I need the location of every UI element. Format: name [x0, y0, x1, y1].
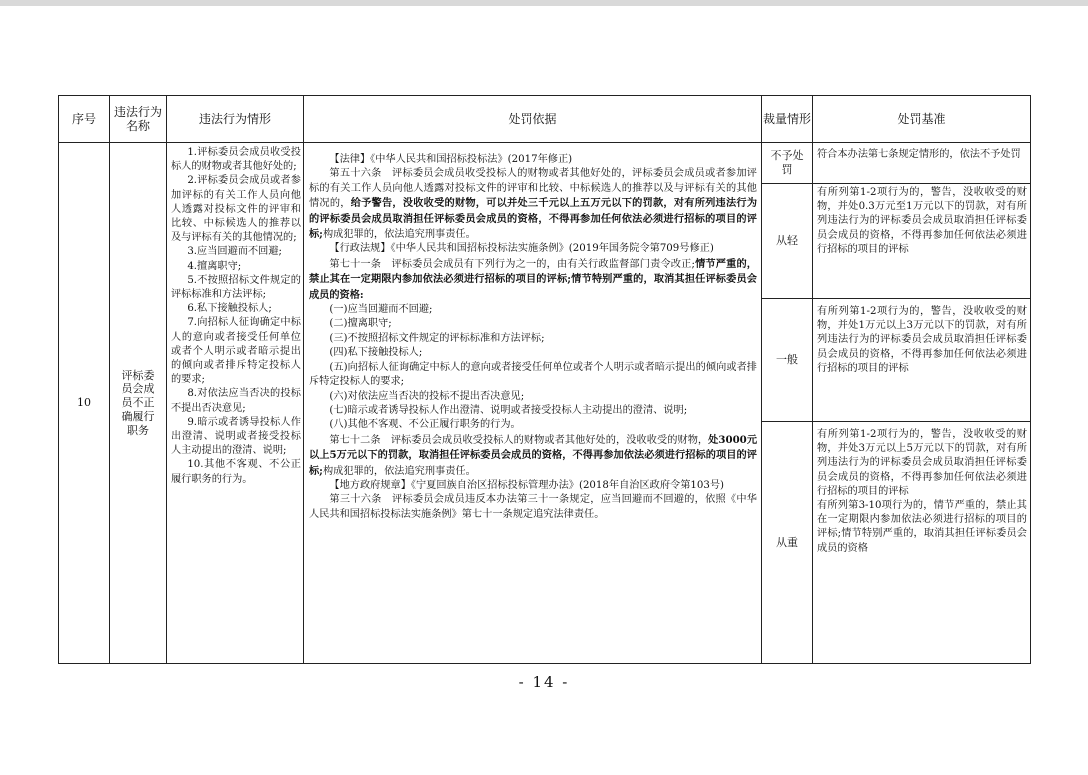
standard-exempt [813, 143, 1031, 184]
level-normal: 一般 [762, 299, 813, 422]
row-name: 评标委员会成员不正确履行职务 [110, 143, 167, 664]
header-seq: 序号 [59, 96, 110, 143]
article-71-text: 第七十一条 评标委员会成员有下列行为之一的，由有关行政监督部门责令改正; [329, 258, 695, 270]
table-row [59, 143, 1031, 184]
regulation-title: 【行政法规】《中华人民共和国招标投标法实施条例》(2019年国务院令第709号修正) [329, 243, 714, 255]
header-name: 违法行为名称 [110, 96, 167, 143]
standard-normal-text: 有所列第1-2项行为的，警告，没收收受的财物，并处1万元以上3万元以下的罚款，对有所列违法行为的评标委员会成员取消担任评标委员会成员的资格，不得再参加任何依法必须进行招标的项目的评标 [817, 306, 1027, 374]
article-71-item: (一)应当回避而不回避; [329, 304, 433, 316]
page-number: - 14 - [518, 673, 570, 691]
article-71-bold: 情节严重的，禁止其在一定期限内参加依法必须进行招标的项目的评标;情节特别严重的，取消其担任评标委员会成员的资格: [309, 257, 757, 301]
standard-lenient-text: 有所列第1-2项行为的，警告，没收收受的财物，并处0.3万元至1万元以下的罚款，对有所列违法行为的评标委员会成员取消担任评标委员会成员的资格，不得再参加任何依法必须进行招标的项目的评标 [817, 187, 1027, 255]
standard-heavy [813, 422, 1031, 664]
behavior-item: 6.私下接触投标人; [187, 303, 272, 315]
standard-heavy-text [813, 422, 1030, 556]
row-basis [304, 143, 762, 664]
header-standard: 处罚基准 [813, 96, 1031, 143]
standard-heavy-part1: 有所列第1-2项行为的，警告，没收收受的财物，并处3万元以上5万元以下的罚款，对有所列违法行为的评标委员会成员取消担任评标委员会成员的资格，不得再参加任何依法必须进行招标的项目的评标 [817, 429, 1027, 497]
article-71-item: (八)其他不客观、不公正履行职务的行为。 [329, 419, 521, 431]
article-36: 第三十六条 评标委员会成员违反本办法第三十一条规定，应当回避而不回避的，依照《中华人民共和国招标投标法实施条例》第七十一条规定追究法律责任。 [309, 494, 757, 520]
law-title: 【法律】《中华人民共和国招标投标法》(2017年修正) [329, 154, 573, 165]
article-71 [309, 257, 757, 303]
article-71-item: (七)暗示或者诱导投标人作出澄清、说明或者接受投标人主动提出的澄清、说明; [329, 404, 688, 416]
article-71-item: (五)向招标人征询确定中标人的意向或者接受任何单位或者个人明示或者暗示提出的倾向或者排斥特定投标人的要求; [309, 361, 757, 388]
level-heavy: 从重 [762, 422, 813, 664]
article-72 [309, 433, 757, 479]
header-row [59, 96, 1031, 143]
article-71-item: (六)对依法应当否决的投标不提出否决意见; [329, 390, 525, 402]
article-56-text: 第五十六条 评标委员会成员收受投标人的财物或者其他好处的，评标委员会成员或者参加评标的有关工作人员向他人透露对投标文件的评审和比较、中标候选人的推荐以及与评标有关的其他情况的， [309, 168, 757, 210]
behavior-item: 3.应当回避而不回避; [187, 246, 282, 258]
top-gray-bar [0, 0, 1088, 6]
standard-normal [813, 299, 1031, 422]
behavior-item: 9.暗示或者诱导投标人作出澄清、说明或者接受投标人主动提出的澄清、说明; [171, 416, 301, 457]
standard-exempt-text: 符合本办法第七条规定情形的，依法不予处罚 [817, 149, 1021, 160]
article-56-bold: 给予警告，没收收受的财物，可以并处三千元以上五万元以下的罚款，对有所列违法行为的评标委员会成员取消担任评标委员会成员的资格，不得再参加任何依法必须进行招标的项目的评标; [309, 197, 758, 241]
header-basis: 处罚依据 [304, 96, 762, 143]
standard-lenient [813, 184, 1031, 299]
local-rule-title: 【地方政府规章】《宁夏回族自治区招标投标管理办法》(2018年自治区政府令第103号) [329, 479, 724, 491]
behavior-item: 5.不按照招标文件规定的评标标准和方法评标; [171, 274, 301, 301]
article-71-item: (二)擅离职守; [329, 318, 392, 330]
behavior-item: 8.对依法应当否决的投标不提出否决意见; [171, 388, 301, 414]
article-56 [309, 167, 757, 242]
article-56-tail: 构成犯罪的，依法追究刑事责任。 [322, 229, 476, 241]
row-behaviors [167, 143, 304, 664]
level-lenient: 从轻 [762, 184, 813, 299]
article-71-item: (四)私下接触投标人; [329, 347, 423, 359]
standard-heavy-part2: 有所列第3-10项行为的，情节严重的，禁止其在一定期限内参加依法必须进行招标的项目的评标;情节特别严重的，取消其担任评标委员会成员的资格 [817, 500, 1027, 554]
row-seq: 10 [59, 143, 110, 664]
level-exempt: 不予处罚 [762, 143, 813, 184]
behavior-item: 10.其他不客观、不公正履行职务的行为。 [171, 459, 301, 485]
behavior-item: 4.擅离职守; [187, 260, 242, 272]
behavior-item: 2.评标委员会成员或者参加评标的有关工作人员向他人透露对投标文件的评审和比较、中标候选人的推荐以及与评标有关的其他情况的; [171, 175, 301, 244]
behavior-item: 7.向招标人征询确定中标人的意向或者接受任何单位或者个人明示或者暗示提出的倾向或者排斥特定投标人的要求; [171, 317, 301, 386]
behavior-item: 1.评标委员会成员收受投标人的财物或者其他好处的; [171, 147, 301, 173]
article-72-bold: 处3000元以上5万元以下的罚款，取消担任评标委员会成员的资格，不得再参加依法必须进行招标的项目的评标; [309, 433, 758, 477]
header-behavior: 违法行为情形 [167, 96, 304, 143]
article-72-text: 第七十二条 评标委员会成员收受投标人的财物或者其他好处的，没收收受的财物， [329, 434, 709, 446]
article-71-item: (三)不按照招标文件规定的评标标准和方法评标; [329, 332, 545, 344]
header-discretion: 裁量情形 [762, 96, 813, 143]
article-72-tail: 构成犯罪的，依法追究刑事责任。 [322, 465, 476, 477]
penalty-table [58, 95, 1031, 664]
